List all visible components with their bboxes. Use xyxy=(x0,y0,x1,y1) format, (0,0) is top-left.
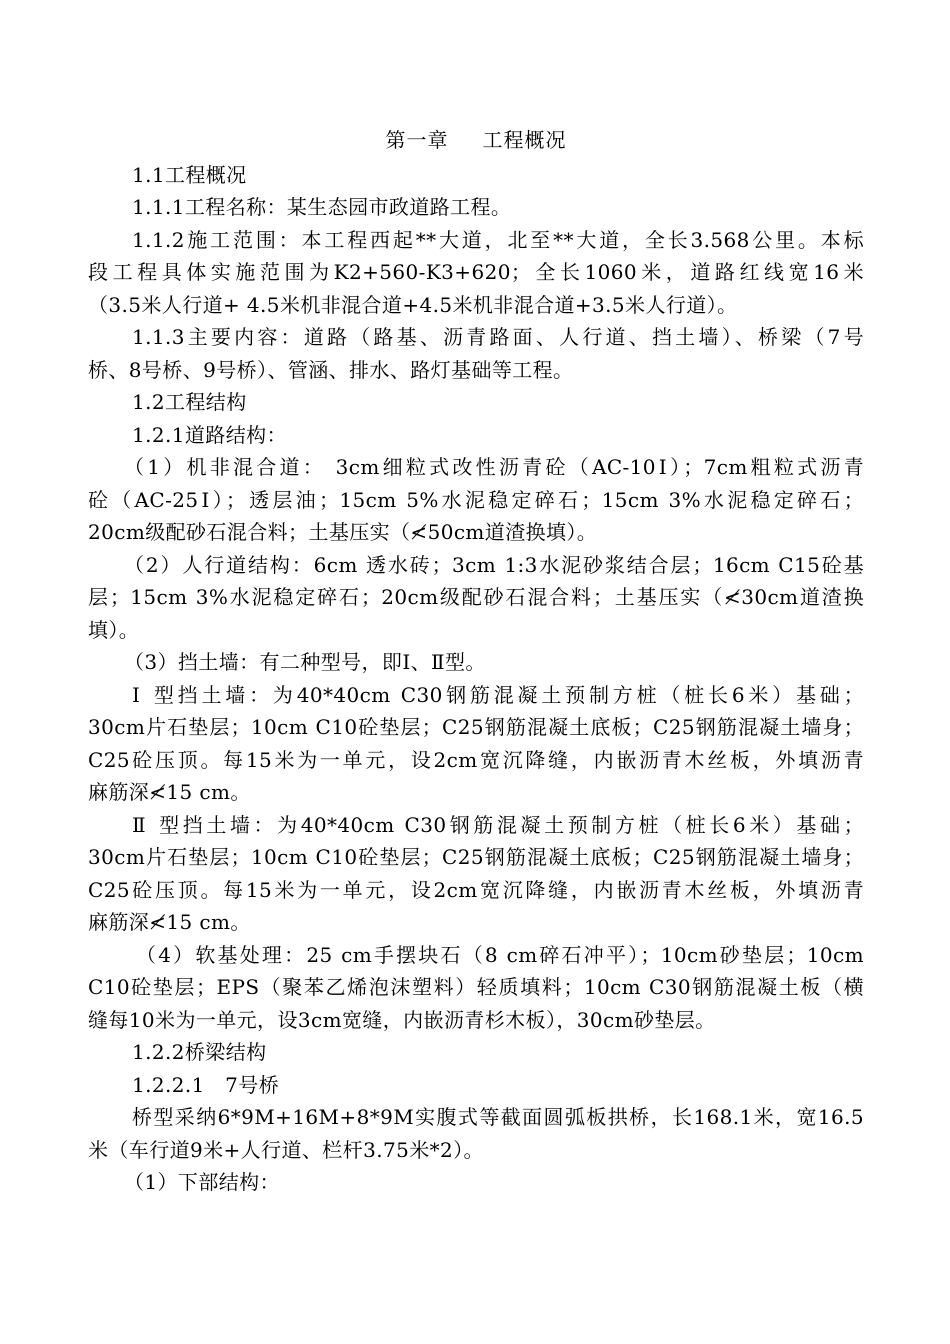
soft-foundation-line-1: （4）软基处理：25 cm手摆块石（8 cm碎石冲平）；10cm砂垫层；10cm xyxy=(136,942,864,967)
soft-foundation-line-2: C10砼垫层；EPS（聚苯乙烯泡沫塑料）轻质填料；10cm C30钢筋混凝土板（横 xyxy=(88,975,864,999)
main-content-line-1: 1.1.3主要内容：道路（路基、沥青路面、人行道、挡土墙）、桥梁（7号 xyxy=(132,325,864,349)
scope-line-3: （3.5米人行道+ 4.5米机非混合道+4.5米机非混合道+3.5米人行道）。 xyxy=(88,292,738,317)
wall-type-2-line-2: 30cm片石垫层；10cm C10砼垫层；C25钢筋混凝土底板；C25钢筋混凝土墙身； xyxy=(88,845,864,869)
road-structure-1-line-3: 20cm级配砂石混合料；土基压实（≮50cm道渣换填）。 xyxy=(88,520,598,544)
road-structure-2-line-1: （2）人行道结构：6cm 透水砖；3cm 1:3水泥砂浆结合层；16cm C15砼基 xyxy=(124,552,864,577)
soft-foundation-line-3: 缝每10米为一单元，设3cm宽缝，内嵌沥青杉木板），30cm砂垫层。 xyxy=(88,1007,716,1032)
scope-line-1: 1.1.2施工范围：本工程西起**大道，北至**大道，全长3.568公里。本标 xyxy=(132,227,864,252)
section-heading-bridge-7: 1.2.2.1 7号桥 xyxy=(132,1072,280,1097)
scope-line-2: 段工程具体实施范围为K2+560-K3+620；全长1060米，道路红线宽16米 xyxy=(88,260,864,284)
road-structure-1-line-2: 砼（AC-25Ⅰ）；透层油；15cm 5%水泥稳定碎石；15cm 3%水泥稳定碎石； xyxy=(88,487,864,512)
wall-type-1-line-1: Ⅰ 型挡土墙：为40*40cm C30钢筋混凝土预制方桩（桩长6米）基础； xyxy=(132,682,864,707)
retaining-wall-heading: （3）挡土墙：有二种型号，即Ⅰ、Ⅱ型。 xyxy=(124,650,486,674)
wall-type-2-line-1: Ⅱ 型挡土墙：为40*40cm C30钢筋混凝土预制方桩（桩长6米）基础； xyxy=(132,812,864,837)
main-content-line-2: 桥、8号桥、9号桥）、管涵、排水、路灯基础等工程。 xyxy=(88,357,574,382)
road-structure-1-line-1: （1）机非混合道： 3cm细粒式改性沥青砼（AC-10Ⅰ）；7cm粗粒式沥青 xyxy=(124,455,864,479)
wall-type-2-line-3: C25砼压顶。每15米为一单元，设2cm宽沉降缝，内嵌沥青木丝板，外填沥青 xyxy=(88,877,864,902)
wall-type-1-line-3: C25砼压顶。每15米为一单元，设2cm宽沉降缝，内嵌沥青木丝板，外填沥青 xyxy=(88,747,864,772)
chapter-number: 第一章 xyxy=(385,128,449,152)
bridge-7-line-1: 桥型采纳6*9M+16M+8*9M实腹式等截面圆弧板拱桥，长168.1米，宽16.5 xyxy=(132,1105,864,1129)
document-body xyxy=(88,124,864,1199)
wall-type-1-line-2: 30cm片石垫层；10cm C10砼垫层；C25钢筋混凝土底板；C25钢筋混凝土墙身； xyxy=(88,715,864,739)
road-structure-2-line-3: 填）。 xyxy=(88,617,140,642)
bridge-7-line-2: 米（车行道9米+人行道、栏杆3.75米*2）。 xyxy=(88,1137,484,1162)
section-heading-1-1: 1.1工程概况 xyxy=(132,162,247,187)
substructure-heading: （1）下部结构： xyxy=(124,1170,280,1194)
section-heading-1-2: 1.2工程结构 xyxy=(132,390,247,414)
section-heading-1-2-1: 1.2.1道路结构： xyxy=(132,422,287,447)
road-structure-2-line-2: 层；15cm 3%水泥稳定碎石；20cm级配砂石混合料；土基压实（≮30cm道渣换 xyxy=(88,585,864,609)
chapter-heading xyxy=(88,124,864,157)
wall-type-1-line-4: 麻筋深≮15 cm。 xyxy=(88,780,251,804)
project-name-line: 1.1.1工程名称：某生态园市政道路工程。 xyxy=(132,195,512,219)
wall-type-2-line-4: 麻筋深≮15 cm。 xyxy=(88,910,251,934)
chapter-title: 工程概况 xyxy=(482,128,567,152)
section-heading-1-2-2: 1.2.2桥梁结构 xyxy=(132,1040,267,1064)
